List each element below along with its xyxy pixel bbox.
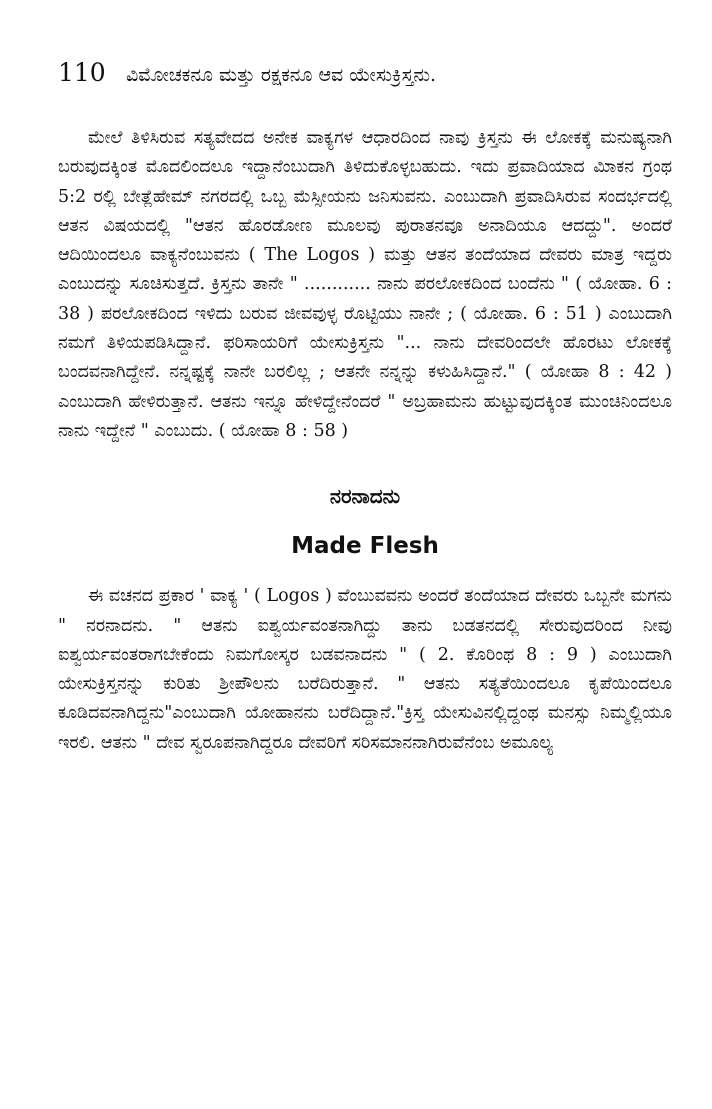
paragraph-2-text: ಈ ವಚನದ ಪ್ರಕಾರ ' ವಾಕ್ಯ ' ( Logos ) ವೆಂಬುವವನು ಅಂದರೆ ತಂದೆಯಾದ ದೇವರು ಒಬ್ಬನೇ ಮಗನು " ನರನಾದನು. " ಆತನು ಐಶ್ವರ್ಯವಂತನಾಗಿದ್ದು ತಾನು ಬಡತನದಲ್ಲಿ ಸೇರುವುದರಿಂದ ನೀವು ಐಶ್ವರ್ಯವಂತರಾಗಬೇಕೆಂದು ನಿಮಗೋಸ್ಕರ ಬಡವನಾದನು " ( 2. ಕೊರಿಂಥ 8 : 9 ) ಎಂಬುದಾಗಿ ಯೇಸುಕ್ರಿಸ್ತನನ್ನು ಕುರಿತು ಶ್ರೀಪೌಲನು ಬರೆದಿರುತ್ತಾನೆ. " ಆತನು ಸತ್ಯತೆಯಿಂದಲೂ ಕೃಪೆಯಿಂದಲೂ ಕೂಡಿದವನಾಗಿದ್ದನು"ಎಂಬುದಾಗಿ ಯೋಹಾನನು ಬರೆದಿದ್ದಾನೆ."ಕ್ರಿಸ್ತ ಯೇಸುವಿನಲ್ಲಿದ್ದಂಥ ಮನಸ್ಸು ನಿಮ್ಮಲ್ಲಿಯೂ ಇರಲಿ. ಆತನು " ದೇವ ಸ್ವರೂಪನಾಗಿದ್ದರೂ ದೇವರಿಗೆ ಸರಿಸಮಾನನಾಗಿರುವೆನೆಂಬ ಅಮೂಲ್ಯ bbox=[58, 586, 672, 753]
section-heading-english: Made Flesh bbox=[291, 533, 439, 560]
running-title: ವಿಮೋಚಕನೂ ಮತ್ತು ರಕ್ಷಕನೂ ಆವ ಯೇಸುಕ್ರಿಸ್ತನು. bbox=[126, 64, 437, 86]
paragraph-1 bbox=[58, 124, 672, 446]
page-header bbox=[58, 58, 672, 98]
section-heading-kannada: ನರನಾದನು bbox=[329, 484, 401, 509]
paragraph-2 bbox=[58, 582, 672, 758]
page-number: 110 bbox=[58, 58, 106, 87]
paragraph-1-text: ಮೇಲೆ ತಿಳಿಸಿರುವ ಸತ್ಯವೇದದ ಅನೇಕ ವಾಕ್ಯಗಳ ಆಧಾರದಿಂದ ನಾವು ಕ್ರಿಸ್ತನು ಈ ಲೋಕಕ್ಕೆ ಮನುಷ್ಯನಾಗಿ ಬರುವುದಕ್ಕಿಂತ ಮೊದಲಿಂದಲೂ ಇದ್ದಾನೆಂಬುದಾಗಿ ತಿಳಿದುಕೊಳ್ಳಬಹುದು. ಇದು ಪ್ರವಾದಿಯಾದ ಮಿಾಕನ ಗ್ರಂಥ 5:2 ರಲ್ಲಿ ಬೇತ್ಲೆಹೇಮ್ ನಗರದಲ್ಲಿ ಒಬ್ಬ ಮೆಸ್ಸೀಯನು ಜನಿಸುವನು. ಎಂಬುದಾಗಿ ಪ್ರವಾದಿಸಿರುವ ಸಂದರ್ಭದಲ್ಲಿ ಆತನ ವಿಷಯದಲ್ಲಿ "ಆತನ ಹೊರಡೋಣ ಮೂಲವು ಪುರಾತನವೂ ಅನಾದಿಯೂ ಆದದ್ದು". ಅಂದರೆ ಆದಿಯಿಂದಲೂ ವಾಕ್ಯನೆಂಬುವನು ( The Logos ) ಮತ್ತು ಆತನ ತಂದೆಯಾದ ದೇವರು ಮಾತ್ರ ಇದ್ದರು ಎಂಬುದನ್ನು ಸೂಚಿಸುತ್ತದೆ. ಕ್ರಿಸ್ತನು ತಾನೇ " ............ ನಾನು ಪರಲೋಕದಿಂದ ಬಂದೆನು " ( ಯೋಹಾ. 6 : 38 ) ಪರಲೋಕದಿಂದ ಇಳಿದು ಬರುವ ಜೀವವುಳ್ಳ ರೊಟ್ಟಿಯು ನಾನೇ ; ( ಯೋಹಾ. 6 : 51 ) ಎಂಬುದಾಗಿ ನಮಗೆ ತಿಳಿಯಪಡಿಸಿದ್ದಾನೆ. ಫರಿಸಾಯರಿಗೆ ಯೇಸುಕ್ರಿಸ್ತನು "... ನಾನು ದೇವರಿಂದಲೇ ಹೊರಟು ಲೋಕಕ್ಕೆ ಬಂದವನಾಗಿದ್ದೇನೆ. ನನ್ನಷ್ಟಕ್ಕೆ ನಾನೇ ಬರಲಿಲ್ಲ ; ಆತನೇ ನನ್ನನ್ನು ಕಳುಹಿಸಿದ್ದಾನೆ." ( ಯೋಹಾ 8 : 42 ) ಎಂಬುದಾಗಿ ಹೇಳಿರುತ್ತಾನೆ. ಆತನು ಇನ್ನೂ ಹೇಳಿದ್ದೇನೆಂದರೆ " ಅಬ್ರಹಾಮನು ಹುಟ್ಟುವುದಕ್ಕಿಂತ ಮುಂಚಿನಿಂದಲೂ ನಾನು ಇದ್ದೇನೆ " ಎಂಬುದು. ( ಯೋಹಾ 8 : 58 ) bbox=[58, 128, 672, 441]
